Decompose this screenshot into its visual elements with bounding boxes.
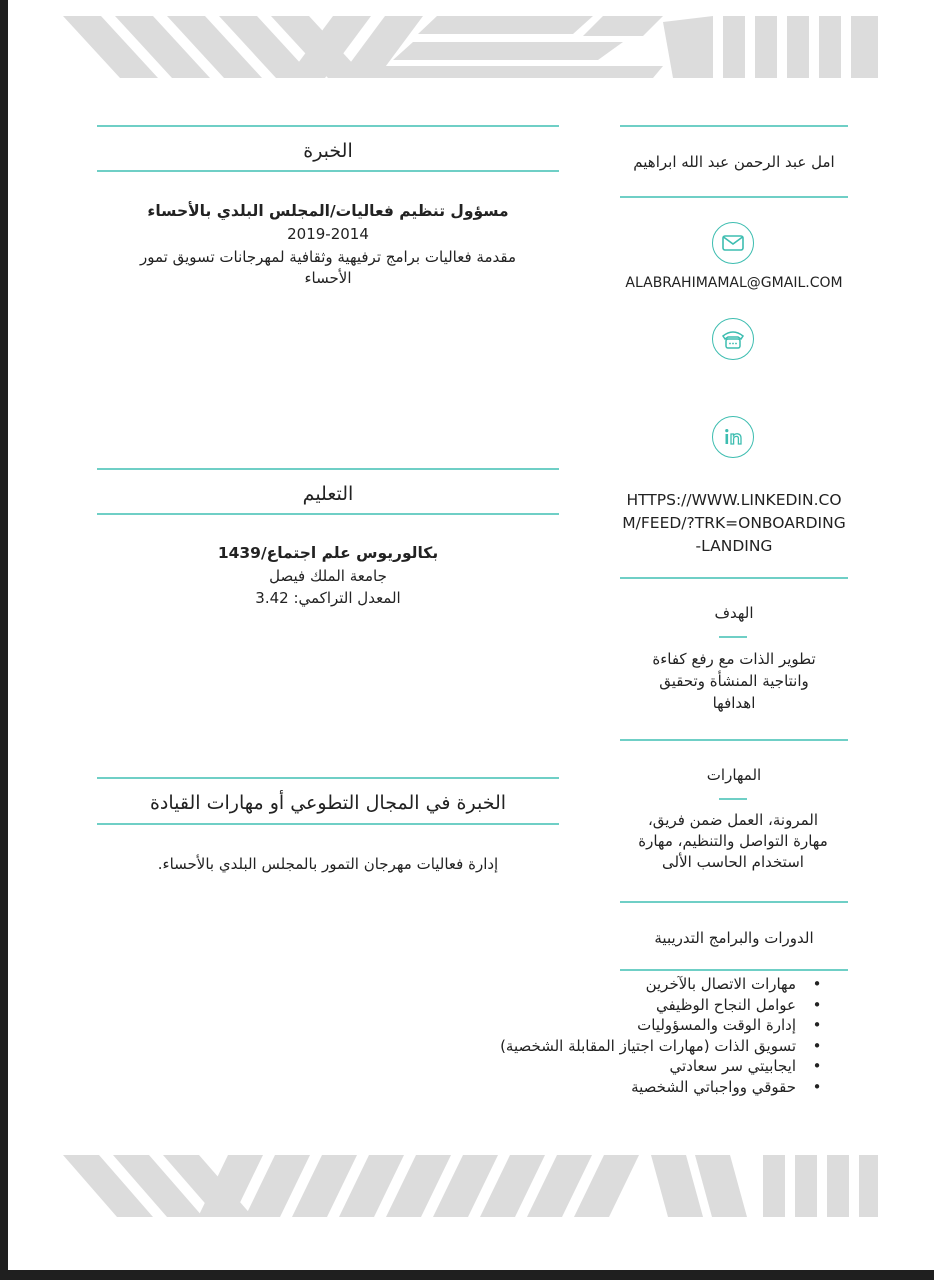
job-description-line: الأحساء — [304, 269, 352, 287]
experience-title: الخبرة — [303, 140, 353, 162]
courses-list — [384, 974, 824, 1097]
objective-text — [620, 648, 848, 714]
university: جامعة الملك فيصل — [269, 567, 387, 585]
sidebar-divider-top — [620, 125, 848, 127]
skills-line: المرونة، العمل ضمن فريق، — [647, 811, 819, 829]
full-name: امل عبد الرحمن عبد الله ابراهيم — [633, 153, 835, 171]
list-item: • إدارة الوقت والمسؤوليات — [384, 1015, 824, 1036]
list-item: • تسويق الذات (مهارات اجتياز المقابلة الشخصية) — [384, 1036, 824, 1057]
linkedin-url[interactable] — [612, 489, 856, 558]
resume-page — [8, 0, 934, 1270]
list-item: • مهارات الاتصال بالآخرين — [384, 974, 824, 995]
job-description-line: مقدمة فعاليات برامج ترفيهية وثقافية لمهرجانات تسويق تمور — [140, 248, 516, 266]
job-description — [97, 247, 559, 289]
courses-title: الدورات والبرامج التدريبية — [654, 929, 814, 947]
objective-line: اهدافها — [712, 694, 756, 712]
skills-line: استخدام الحاسب الألى — [662, 853, 804, 871]
list-item: • عوامل النجاح الوظيفي — [384, 995, 824, 1016]
degree: بكالوريوس علم اجتماع/1439 — [217, 544, 439, 562]
list-item: • ايجابيتي سر سعادتي — [384, 1056, 824, 1077]
courses-underline — [620, 969, 848, 971]
experience-divider-top — [97, 125, 559, 127]
linkedin-icon — [712, 416, 754, 458]
decorative-banner-bottom — [63, 1155, 878, 1217]
email-link[interactable]: ALABRAHIMAMAL@GMAIL.COM — [625, 275, 843, 291]
education-divider-bottom — [97, 513, 559, 515]
objective-underline — [719, 636, 747, 638]
education-divider-top — [97, 468, 559, 470]
objective-line: وانتاجية المنشأة وتحقيق — [659, 672, 809, 690]
job-dates: 2019-2014 — [287, 225, 369, 243]
volunteer-description: إدارة فعاليات مهرجان التمور بالمجلس البلدي بالأحساء. — [157, 855, 499, 873]
education-title: التعليم — [302, 483, 354, 505]
skills-underline — [719, 798, 747, 800]
skills-title: المهارات — [706, 766, 762, 784]
decorative-banner-top — [63, 16, 878, 78]
envelope-icon — [712, 222, 754, 264]
sidebar-divider-name — [620, 196, 848, 198]
gpa: المعدل التراكمي: 3.42 — [255, 589, 401, 607]
telephone-icon — [712, 318, 754, 360]
linkedin-url-line: HTTPS://WWW.LINKEDIN.CO — [626, 491, 842, 509]
volunteer-divider-top — [97, 777, 559, 779]
skills-text — [608, 810, 858, 873]
sidebar-divider-objective — [620, 577, 848, 579]
volunteer-divider-bottom — [97, 823, 559, 825]
linkedin-url-line: -LANDING — [695, 537, 773, 555]
list-item: • حقوقي وواجباتي الشخصية — [384, 1077, 824, 1098]
skills-line: مهارة التواصل والتنظيم، مهارة — [638, 832, 828, 850]
objective-title: الهدف — [714, 604, 754, 622]
volunteer-title: الخبرة في المجال التطوعي أو مهارات القيادة — [149, 792, 507, 814]
sidebar-divider-courses — [620, 901, 848, 903]
sidebar-divider-skills — [620, 739, 848, 741]
linkedin-url-line: M/FEED/?TRK=ONBOARDING — [622, 514, 846, 532]
job-title: مسؤول تنظيم فعاليات/المجلس البلدي بالأحساء — [147, 202, 509, 220]
objective-line: تطوير الذات مع رفع كفاءة — [652, 650, 816, 668]
experience-divider-bottom — [97, 170, 559, 172]
